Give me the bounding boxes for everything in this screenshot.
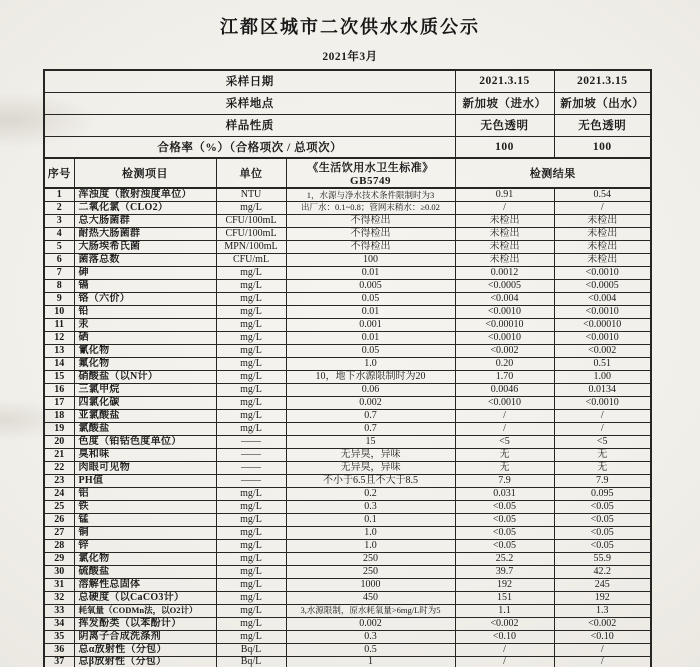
table-row <box>44 357 651 370</box>
table-row <box>44 318 651 331</box>
outlet-value-cell: 2021.3.15 <box>554 70 651 92</box>
row-index-cell: 24 <box>44 487 74 500</box>
item-name-cell: 浑浊度（散射浊度单位） <box>74 188 216 201</box>
unit-cell: MPN/100mL <box>216 240 286 253</box>
table-row <box>44 552 651 565</box>
standard-cell: 15 <box>286 435 455 448</box>
item-name-cell: 臭和味 <box>74 448 216 461</box>
inlet-result-cell: <0.05 <box>455 500 554 513</box>
col-header-index: 序号 <box>44 158 74 188</box>
table-row <box>44 448 651 461</box>
unit-cell: mg/L <box>216 370 286 383</box>
inlet-value-cell: 新加坡（进水） <box>455 92 554 114</box>
inlet-result-cell: / <box>455 409 554 422</box>
row-index-cell: 12 <box>44 331 74 344</box>
unit-cell: mg/L <box>216 331 286 344</box>
outlet-result-cell: 7.9 <box>554 474 651 487</box>
outlet-value-cell: 新加坡（出水） <box>554 92 651 114</box>
outlet-result-cell: 无 <box>554 448 651 461</box>
outlet-result-cell: / <box>554 409 651 422</box>
standard-cell: 0.01 <box>286 331 455 344</box>
item-name-cell: 大肠埃希氏菌 <box>74 240 216 253</box>
outlet-result-cell: <5 <box>554 435 651 448</box>
table-row <box>44 422 651 435</box>
table-row <box>44 292 651 305</box>
standard-cell: 250 <box>286 552 455 565</box>
inlet-result-cell: 未检出 <box>455 227 554 240</box>
inlet-result-cell: <0.002 <box>455 617 554 630</box>
outlet-result-cell: <0.004 <box>554 292 651 305</box>
table-row <box>44 500 651 513</box>
row-index-cell: 30 <box>44 565 74 578</box>
inlet-result-cell: <0.004 <box>455 292 554 305</box>
row-index-cell: 36 <box>44 643 74 656</box>
outlet-result-cell: <0.00010 <box>554 318 651 331</box>
row-index-cell: 27 <box>44 526 74 539</box>
outlet-value-cell: 无色透明 <box>554 114 651 136</box>
row-index-cell: 18 <box>44 409 74 422</box>
item-name-cell: 总α放射性（分包） <box>74 643 216 656</box>
item-name-cell: 耗氧量（CODMn法，以O2计） <box>74 604 216 617</box>
standard-cell: 0.005 <box>286 279 455 292</box>
inlet-result-cell: <0.0010 <box>455 331 554 344</box>
unit-cell: mg/L <box>216 357 286 370</box>
outlet-result-cell: <0.05 <box>554 500 651 513</box>
outlet-result-cell: <0.0010 <box>554 266 651 279</box>
unit-cell: mg/L <box>216 201 286 214</box>
standard-cell: 0.05 <box>286 344 455 357</box>
col-header-result: 检测结果 <box>455 158 651 188</box>
row-index-cell: 5 <box>44 240 74 253</box>
inlet-result-cell: 25.2 <box>455 552 554 565</box>
table-row <box>44 656 651 667</box>
standard-cell: 1.0 <box>286 357 455 370</box>
row-index-cell: 21 <box>44 448 74 461</box>
unit-cell: —— <box>216 461 286 474</box>
table-row <box>44 604 651 617</box>
row-index-cell: 4 <box>44 227 74 240</box>
item-name-cell: 铝 <box>74 487 216 500</box>
item-name-cell: 氰化物 <box>74 344 216 357</box>
inlet-result-cell: 0.20 <box>455 357 554 370</box>
row-index-cell: 22 <box>44 461 74 474</box>
outlet-result-cell: / <box>554 201 651 214</box>
item-name-cell: PH值 <box>74 474 216 487</box>
standard-cell: 0.7 <box>286 409 455 422</box>
unit-cell: mg/L <box>216 344 286 357</box>
inlet-result-cell: <0.0010 <box>455 305 554 318</box>
item-name-cell: 砷 <box>74 266 216 279</box>
standard-cell: 1，水源与净水技术条件限制时为3 <box>286 188 455 201</box>
table-row <box>44 396 651 409</box>
unit-cell: mg/L <box>216 552 286 565</box>
outlet-result-cell: 42.2 <box>554 565 651 578</box>
info-label-cell: 采样日期 <box>44 70 455 92</box>
unit-cell: NTU <box>216 188 286 201</box>
standard-cell: 0.2 <box>286 487 455 500</box>
table-row <box>44 344 651 357</box>
row-index-cell: 34 <box>44 617 74 630</box>
unit-cell: Bq/L <box>216 656 286 667</box>
standard-cell: 0.1 <box>286 513 455 526</box>
item-name-cell: 挥发酚类（以苯酚计） <box>74 617 216 630</box>
table-row <box>44 266 651 279</box>
item-name-cell: 氯化物 <box>74 552 216 565</box>
outlet-result-cell: <0.05 <box>554 539 651 552</box>
inlet-result-cell: 192 <box>455 578 554 591</box>
inlet-result-cell: 未检出 <box>455 240 554 253</box>
info-row <box>44 136 651 158</box>
row-index-cell: 3 <box>44 214 74 227</box>
table-row <box>44 526 651 539</box>
unit-cell: mg/L <box>216 383 286 396</box>
standard-cell: 1.0 <box>286 526 455 539</box>
inlet-result-cell: 无 <box>455 461 554 474</box>
standard-cell: 0.3 <box>286 500 455 513</box>
standard-cell: 无异臭，异味 <box>286 448 455 461</box>
unit-cell: mg/L <box>216 487 286 500</box>
inlet-result-cell: <0.05 <box>455 513 554 526</box>
item-name-cell: 铁 <box>74 500 216 513</box>
table-row <box>44 643 651 656</box>
table-row <box>44 630 651 643</box>
standard-cell: 0.3 <box>286 630 455 643</box>
row-index-cell: 35 <box>44 630 74 643</box>
item-name-cell: 肉眼可见物 <box>74 461 216 474</box>
item-name-cell: 总大肠菌群 <box>74 214 216 227</box>
outlet-result-cell: <0.0005 <box>554 279 651 292</box>
item-name-cell: 硝酸盐（以N计） <box>74 370 216 383</box>
info-row <box>44 92 651 114</box>
unit-cell: mg/L <box>216 565 286 578</box>
row-index-cell: 23 <box>44 474 74 487</box>
inlet-result-cell: <0.0005 <box>455 279 554 292</box>
table-row <box>44 435 651 448</box>
row-index-cell: 37 <box>44 656 74 667</box>
unit-cell: mg/L <box>216 318 286 331</box>
table-row <box>44 539 651 552</box>
table-row <box>44 513 651 526</box>
inlet-result-cell: 1.1 <box>455 604 554 617</box>
item-name-cell: 耐热大肠菌群 <box>74 227 216 240</box>
outlet-result-cell: 未检出 <box>554 227 651 240</box>
col-header-standard: 《生活饮用水卫生标准》 GB5749 <box>286 158 455 188</box>
row-index-cell: 13 <box>44 344 74 357</box>
table-row <box>44 279 651 292</box>
unit-cell: CFU/100mL <box>216 227 286 240</box>
outlet-result-cell: 1.3 <box>554 604 651 617</box>
standard-cell: 1000 <box>286 578 455 591</box>
table-row <box>44 227 651 240</box>
standard-cell: 0.01 <box>286 305 455 318</box>
unit-cell: CFU/100mL <box>216 214 286 227</box>
table-row <box>44 214 651 227</box>
standard-cell: 250 <box>286 565 455 578</box>
inlet-result-cell: / <box>455 656 554 667</box>
standard-cell: 不得检出 <box>286 227 455 240</box>
item-name-cell: 溶解性总固体 <box>74 578 216 591</box>
row-index-cell: 15 <box>44 370 74 383</box>
standard-cell: 0.7 <box>286 422 455 435</box>
table-row <box>44 461 651 474</box>
item-name-cell: 镉 <box>74 279 216 292</box>
inlet-result-cell: 无 <box>455 448 554 461</box>
sample-info-table <box>43 69 652 159</box>
standard-cell: 0.01 <box>286 266 455 279</box>
table-row <box>44 240 651 253</box>
standard-cell: 0.001 <box>286 318 455 331</box>
row-index-cell: 17 <box>44 396 74 409</box>
row-index-cell: 6 <box>44 253 74 266</box>
item-name-cell: 氯酸盐 <box>74 422 216 435</box>
standard-cell: 1 <box>286 656 455 667</box>
table-row <box>44 331 651 344</box>
inlet-result-cell: 未检出 <box>455 253 554 266</box>
item-name-cell: 色度（铂钴色度单位） <box>74 435 216 448</box>
unit-cell: mg/L <box>216 396 286 409</box>
table-row <box>44 487 651 500</box>
standard-cell: 不得检出 <box>286 214 455 227</box>
outlet-result-cell: 0.51 <box>554 357 651 370</box>
unit-cell: mg/L <box>216 266 286 279</box>
row-index-cell: 11 <box>44 318 74 331</box>
row-index-cell: 14 <box>44 357 74 370</box>
outlet-result-cell: 1.00 <box>554 370 651 383</box>
sample-info-body <box>44 70 651 158</box>
table-row <box>44 305 651 318</box>
inlet-result-cell: <0.00010 <box>455 318 554 331</box>
unit-cell: mg/L <box>216 591 286 604</box>
standard-cell: 0.002 <box>286 617 455 630</box>
inlet-result-cell: / <box>455 422 554 435</box>
outlet-result-cell: <0.002 <box>554 617 651 630</box>
standard-cell: 3,水源限制，原水耗氧量>6mg/L时为5 <box>286 604 455 617</box>
standard-cell: 0.05 <box>286 292 455 305</box>
inlet-result-cell: 0.031 <box>455 487 554 500</box>
outlet-result-cell: 192 <box>554 591 651 604</box>
inlet-value-cell: 2021.3.15 <box>455 70 554 92</box>
outlet-result-cell: 0.0134 <box>554 383 651 396</box>
row-index-cell: 2 <box>44 201 74 214</box>
standard-cell: 450 <box>286 591 455 604</box>
item-name-cell: 四氯化碳 <box>74 396 216 409</box>
inlet-value-cell: 无色透明 <box>455 114 554 136</box>
item-name-cell: 总硬度（以CaCO3计） <box>74 591 216 604</box>
item-name-cell: 铅 <box>74 305 216 318</box>
unit-cell: mg/L <box>216 604 286 617</box>
outlet-result-cell: 0.54 <box>554 188 651 201</box>
results-body <box>44 188 651 667</box>
row-index-cell: 9 <box>44 292 74 305</box>
unit-cell: Bq/L <box>216 643 286 656</box>
unit-cell: mg/L <box>216 292 286 305</box>
inlet-result-cell: <0.002 <box>455 344 554 357</box>
table-row <box>44 370 651 383</box>
item-name-cell: 亚氯酸盐 <box>74 409 216 422</box>
unit-cell: mg/L <box>216 500 286 513</box>
unit-cell: mg/L <box>216 279 286 292</box>
inlet-result-cell: 39.7 <box>455 565 554 578</box>
outlet-result-cell: / <box>554 656 651 667</box>
item-name-cell: 铬（六价） <box>74 292 216 305</box>
inlet-result-cell: 0.0046 <box>455 383 554 396</box>
outlet-result-cell: <0.05 <box>554 513 651 526</box>
row-index-cell: 28 <box>44 539 74 552</box>
inlet-result-cell: / <box>455 643 554 656</box>
standard-cell: 0.06 <box>286 383 455 396</box>
inlet-result-cell: 151 <box>455 591 554 604</box>
row-index-cell: 25 <box>44 500 74 513</box>
inlet-result-cell: 0.91 <box>455 188 554 201</box>
standard-cell: 不得检出 <box>286 240 455 253</box>
info-label-cell: 合格率（%）（合格项次 / 总项次） <box>44 136 455 158</box>
standard-cell: 出厂水：0.1~0.8；管网末稍水：≥0.02 <box>286 201 455 214</box>
unit-cell: —— <box>216 474 286 487</box>
row-index-cell: 7 <box>44 266 74 279</box>
table-row <box>44 474 651 487</box>
inlet-result-cell: 1.70 <box>455 370 554 383</box>
outlet-result-cell: <0.0010 <box>554 331 651 344</box>
item-name-cell: 三氯甲烷 <box>74 383 216 396</box>
unit-cell: mg/L <box>216 305 286 318</box>
unit-cell: —— <box>216 448 286 461</box>
standard-cell: 100 <box>286 253 455 266</box>
outlet-value-cell: 100 <box>554 136 651 158</box>
row-index-cell: 26 <box>44 513 74 526</box>
inlet-result-cell: <0.05 <box>455 526 554 539</box>
unit-cell: mg/L <box>216 422 286 435</box>
row-index-cell: 8 <box>44 279 74 292</box>
item-name-cell: 硫酸盐 <box>74 565 216 578</box>
col-header-item: 检测项目 <box>74 158 216 188</box>
item-name-cell: 铜 <box>74 526 216 539</box>
item-name-cell: 二氧化氯（CLO2） <box>74 201 216 214</box>
unit-cell: —— <box>216 435 286 448</box>
item-name-cell: 硒 <box>74 331 216 344</box>
table-row <box>44 591 651 604</box>
standard-cell: 0.002 <box>286 396 455 409</box>
standard-cell: 1.0 <box>286 539 455 552</box>
info-row <box>44 114 651 136</box>
inlet-value-cell: 100 <box>455 136 554 158</box>
item-name-cell: 汞 <box>74 318 216 331</box>
info-row <box>44 70 651 92</box>
inlet-result-cell: <0.05 <box>455 539 554 552</box>
outlet-result-cell: 未检出 <box>554 253 651 266</box>
row-index-cell: 33 <box>44 604 74 617</box>
item-name-cell: 锌 <box>74 539 216 552</box>
row-index-cell: 1 <box>44 188 74 201</box>
row-index-cell: 20 <box>44 435 74 448</box>
standard-cell: 0.5 <box>286 643 455 656</box>
table-row <box>44 578 651 591</box>
info-label-cell: 样品性质 <box>44 114 455 136</box>
outlet-result-cell: 245 <box>554 578 651 591</box>
outlet-result-cell: 0.095 <box>554 487 651 500</box>
table-row <box>44 188 651 201</box>
standard-cell: 不小于6.5且不大于8.5 <box>286 474 455 487</box>
row-index-cell: 29 <box>44 552 74 565</box>
outlet-result-cell: / <box>554 422 651 435</box>
item-name-cell: 总β放射性（分包） <box>74 656 216 667</box>
unit-cell: mg/L <box>216 630 286 643</box>
outlet-result-cell: 未检出 <box>554 240 651 253</box>
table-row <box>44 201 651 214</box>
standard-cell: 10，地下水源限制时为20 <box>286 370 455 383</box>
outlet-result-cell: <0.10 <box>554 630 651 643</box>
unit-cell: CFU/mL <box>216 253 286 266</box>
results-table <box>43 157 652 667</box>
outlet-result-cell: <0.05 <box>554 526 651 539</box>
unit-cell: mg/L <box>216 513 286 526</box>
page-title: 江都区城市二次供水水质公示 <box>220 17 480 37</box>
unit-cell: mg/L <box>216 409 286 422</box>
row-index-cell: 32 <box>44 591 74 604</box>
results-header-row <box>44 158 651 188</box>
unit-cell: mg/L <box>216 617 286 630</box>
info-label-cell: 采样地点 <box>44 92 455 114</box>
outlet-result-cell: <0.0010 <box>554 305 651 318</box>
inlet-result-cell: <0.0010 <box>455 396 554 409</box>
inlet-result-cell: 未检出 <box>455 214 554 227</box>
inlet-result-cell: 0.0012 <box>455 266 554 279</box>
item-name-cell: 菌落总数 <box>74 253 216 266</box>
inlet-result-cell: <5 <box>455 435 554 448</box>
table-row <box>44 253 651 266</box>
row-index-cell: 31 <box>44 578 74 591</box>
standard-cell: 无异臭，异味 <box>286 461 455 474</box>
table-row <box>44 409 651 422</box>
inlet-result-cell: / <box>455 201 554 214</box>
outlet-result-cell: 55.9 <box>554 552 651 565</box>
outlet-result-cell: <0.0010 <box>554 396 651 409</box>
outlet-result-cell: 无 <box>554 461 651 474</box>
outlet-result-cell: / <box>554 643 651 656</box>
inlet-result-cell: 7.9 <box>455 474 554 487</box>
table-row <box>44 565 651 578</box>
item-name-cell: 氟化物 <box>74 357 216 370</box>
unit-cell: mg/L <box>216 539 286 552</box>
col-header-unit: 单位 <box>216 158 286 188</box>
report-month: 2021年3月 <box>322 51 378 63</box>
table-row <box>44 383 651 396</box>
row-index-cell: 10 <box>44 305 74 318</box>
inlet-result-cell: <0.10 <box>455 630 554 643</box>
row-index-cell: 16 <box>44 383 74 396</box>
outlet-result-cell: <0.002 <box>554 344 651 357</box>
item-name-cell: 阴离子合成洗涤剂 <box>74 630 216 643</box>
outlet-result-cell: 未检出 <box>554 214 651 227</box>
item-name-cell: 锰 <box>74 513 216 526</box>
unit-cell: mg/L <box>216 526 286 539</box>
row-index-cell: 19 <box>44 422 74 435</box>
table-row <box>44 617 651 630</box>
unit-cell: mg/L <box>216 578 286 591</box>
